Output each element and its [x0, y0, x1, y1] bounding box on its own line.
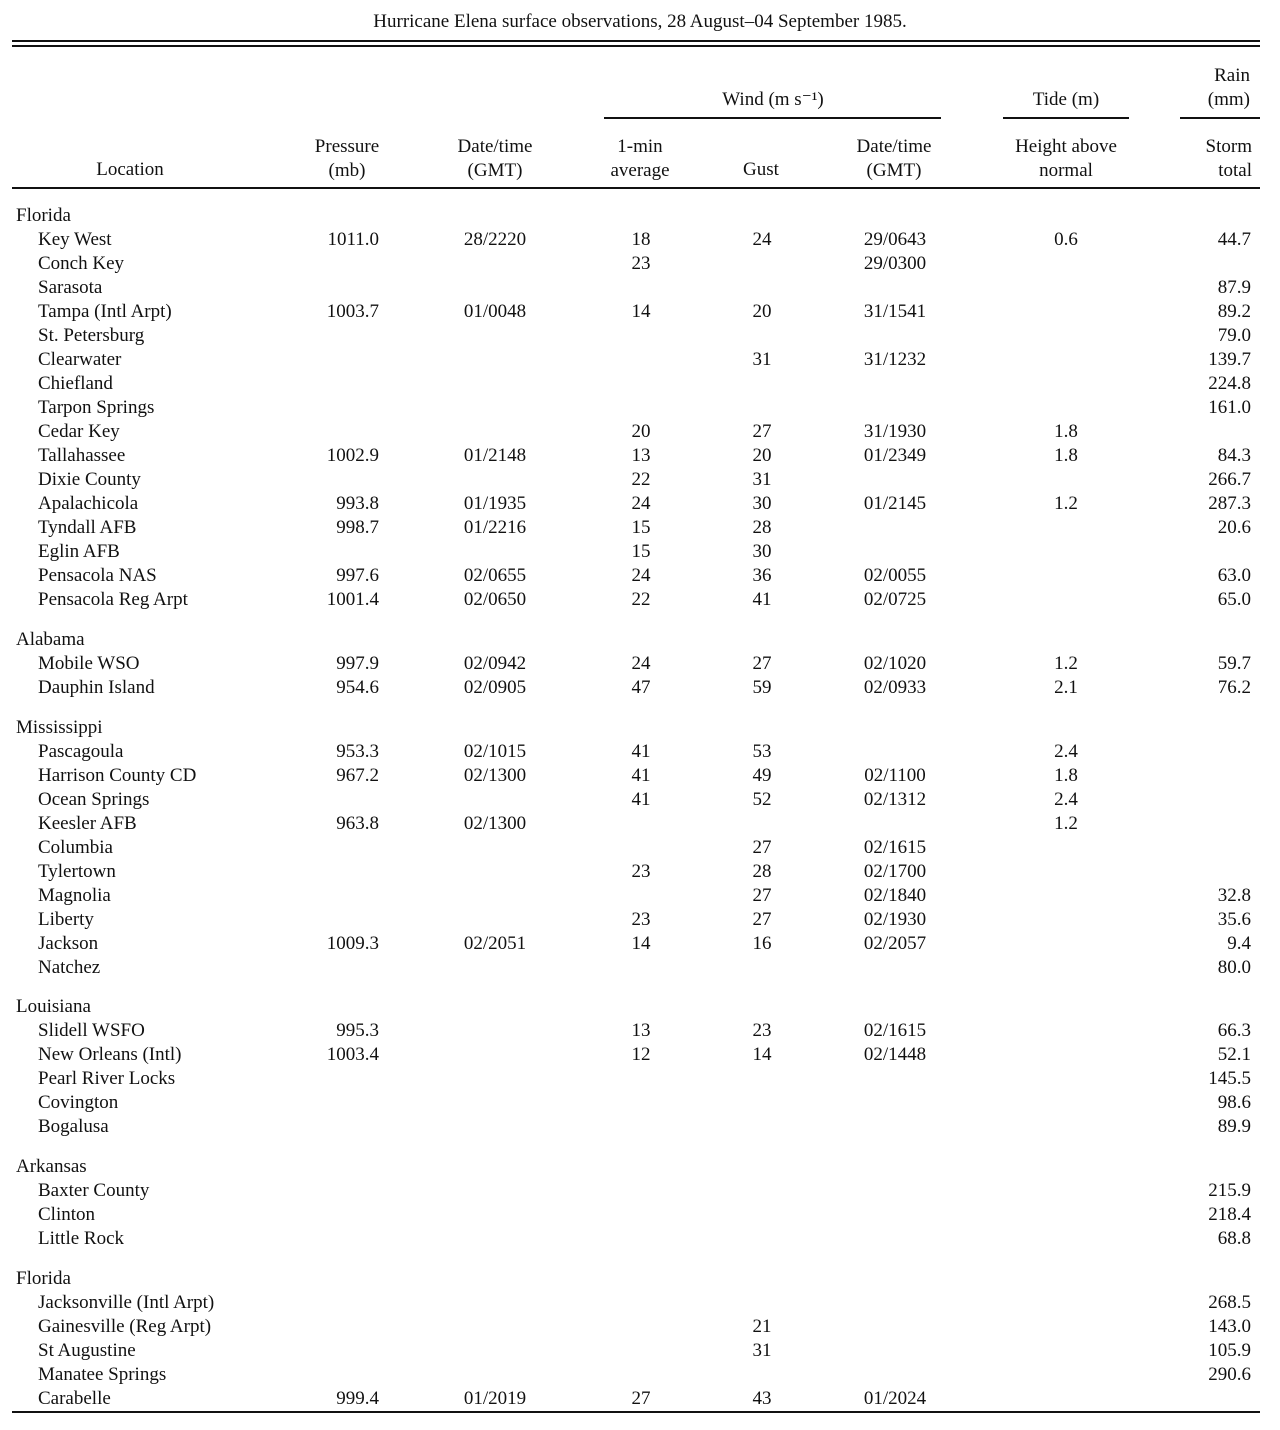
cell-location: Clearwater: [38, 349, 122, 370]
header-bottom-rule: [12, 187, 1260, 189]
cell-wind-gust: 31: [752, 349, 772, 370]
cell-rain-total: 143.0: [1208, 1316, 1251, 1337]
cell-wind-datetime: 31/1541: [863, 301, 927, 322]
cell-tide-height: 2.1: [1054, 676, 1078, 698]
table-row: [0, 588, 1280, 612]
cell-wind-datetime: 02/1020: [863, 652, 927, 674]
cell-rain-total: 35.6: [1217, 908, 1251, 930]
header-location: Location: [96, 159, 164, 180]
table-row: [0, 540, 1280, 564]
table-title: Hurricane Elena surface observations, 28 August–04 September 1985.: [373, 11, 907, 32]
cell-wind-gust: 14: [752, 1044, 772, 1066]
cell-location: Slidell WSFO: [38, 1020, 145, 1042]
cell-wind-average: 14: [631, 301, 651, 322]
cell-rain-total: 139.7: [1208, 349, 1251, 370]
cell-tide-height: 1.8: [1054, 764, 1078, 786]
cell-wind-datetime: 02/0933: [863, 676, 927, 698]
cell-rain-total: 89.2: [1217, 301, 1251, 322]
header-tide-height: Height above normal: [1015, 136, 1117, 181]
cell-location: Chiefland: [38, 373, 113, 394]
cell-location: Tyndall AFB: [38, 517, 137, 538]
cell-pressure: 998.7: [336, 517, 379, 538]
cell-wind-average: 22: [631, 589, 651, 610]
cell-wind-gust: 36: [752, 565, 772, 586]
cell-tide-height: 1.8: [1054, 445, 1078, 466]
table-row: [0, 492, 1280, 516]
table-row: [0, 300, 1280, 324]
cell-wind-datetime: 02/1448: [863, 1044, 927, 1066]
cell-location: Eglin AFB: [38, 541, 120, 562]
cell-location: Gainesville (Reg Arpt): [38, 1316, 212, 1337]
cell-rain-total: 68.8: [1217, 1228, 1251, 1250]
cell-rain-total: 44.7: [1217, 229, 1251, 250]
cell-pressure: 1003.4: [326, 1044, 379, 1066]
cell-location: Tampa (Intl Arpt): [38, 301, 172, 322]
table-row: [0, 1091, 1280, 1115]
cell-rain-total: 266.7: [1208, 469, 1251, 490]
table-row: [0, 1291, 1280, 1315]
cell-wind-gust: 28: [752, 860, 772, 882]
cell-pressure-datetime: 02/2051: [463, 932, 527, 954]
cell-wind-gust: 20: [752, 445, 772, 466]
cell-wind-datetime: 01/2024: [863, 1388, 927, 1409]
state-group-label: Florida: [16, 205, 71, 226]
table-row: [0, 1387, 1280, 1411]
table-row: [0, 1179, 1280, 1203]
cell-location: Dixie County: [38, 469, 141, 490]
table-row: [0, 276, 1280, 300]
cell-pressure: 997.6: [336, 565, 379, 586]
cell-wind-gust: 27: [752, 836, 772, 858]
cell-wind-gust: 27: [752, 652, 772, 674]
cell-wind-gust: 49: [752, 764, 772, 786]
cell-pressure-datetime: 01/2216: [463, 517, 527, 538]
cell-rain-total: 79.0: [1217, 325, 1251, 346]
cell-rain-total: 20.6: [1217, 517, 1251, 538]
cell-rain-total: 63.0: [1217, 565, 1251, 586]
table-row: [0, 652, 1280, 676]
cell-wind-datetime: 02/1100: [864, 764, 926, 786]
cell-wind-datetime: 01/2145: [863, 493, 927, 514]
cell-wind-datetime: 02/0725: [863, 589, 927, 610]
header-pressure-datetime: Date/time (GMT): [457, 136, 533, 181]
cell-location: Mobile WSO: [38, 652, 140, 674]
cell-rain-total: 52.1: [1217, 1044, 1251, 1066]
table-row: [0, 1019, 1280, 1043]
cell-wind-gust: 30: [752, 541, 772, 562]
cell-wind-gust: 23: [752, 1020, 772, 1042]
cell-tide-height: 1.2: [1054, 812, 1078, 834]
cell-pressure-datetime: 02/1300: [463, 764, 527, 786]
cell-wind-average: 23: [631, 253, 651, 274]
cell-location: Tallahassee: [38, 445, 126, 466]
cell-rain-total: 9.4: [1227, 932, 1251, 954]
cell-location: Tarpon Springs: [38, 397, 155, 418]
cell-wind-datetime: 31/1232: [863, 349, 927, 370]
table-bottom-rule: [12, 1411, 1260, 1413]
cell-wind-average: 18: [631, 229, 651, 250]
table-row: [0, 908, 1280, 932]
cell-wind-average: 41: [631, 788, 651, 810]
table-row: [0, 1043, 1280, 1067]
top-double-rule-upper: [12, 40, 1260, 42]
cell-pressure: 1009.3: [326, 932, 379, 954]
cell-wind-gust: 20: [752, 301, 772, 322]
cell-location: Key West: [38, 229, 112, 250]
cell-pressure-datetime: 02/1300: [463, 812, 527, 834]
cell-rain-total: 89.9: [1217, 1116, 1251, 1138]
table-row: [0, 372, 1280, 396]
cell-pressure: 967.2: [336, 764, 379, 786]
table-row: [0, 420, 1280, 444]
table-row: [0, 764, 1280, 788]
cell-rain-total: 76.2: [1217, 676, 1251, 698]
cell-wind-average: 47: [631, 676, 651, 698]
cell-rain-total: 145.5: [1208, 1068, 1251, 1090]
header-pressure: Pressure (mb): [314, 136, 380, 181]
table-row: [0, 1067, 1280, 1091]
cell-wind-gust: 41: [752, 589, 772, 610]
table-row: [0, 516, 1280, 540]
cell-rain-total: 80.0: [1217, 956, 1251, 978]
cell-rain-total: 224.8: [1208, 373, 1251, 394]
cell-wind-average: 20: [631, 421, 651, 442]
cell-wind-average: 41: [631, 764, 651, 786]
cell-pressure-datetime: 01/1935: [463, 493, 527, 514]
cell-location: Pascagoula: [38, 740, 124, 762]
cell-rain-total: 105.9: [1208, 1340, 1251, 1361]
cell-location: Covington: [38, 1092, 119, 1114]
cell-pressure-datetime: 02/1015: [463, 740, 527, 762]
cell-location: Baxter County: [38, 1180, 150, 1202]
cell-wind-average: 23: [631, 908, 651, 930]
state-group-label: Alabama: [16, 628, 85, 650]
cell-wind-average: 23: [631, 860, 651, 882]
cell-pressure: 1011.0: [327, 229, 379, 250]
cell-wind-datetime: 02/1840: [863, 884, 927, 906]
cell-location: Sarasota: [38, 277, 103, 298]
cell-pressure: 995.3: [336, 1020, 379, 1042]
cell-wind-average: 12: [631, 1044, 651, 1066]
table-row: [0, 1339, 1280, 1363]
cell-location: Conch Key: [38, 253, 125, 274]
table-row: [0, 1227, 1280, 1251]
cell-rain-total: 161.0: [1208, 397, 1251, 418]
cell-location: Dauphin Island: [38, 676, 155, 698]
cell-location: Liberty: [38, 908, 94, 930]
table-row: [0, 884, 1280, 908]
cell-location: Pensacola NAS: [38, 565, 157, 586]
cell-wind-average: 13: [631, 1020, 651, 1042]
cell-pressure-datetime: 01/2019: [463, 1388, 527, 1409]
cell-wind-average: 15: [631, 541, 651, 562]
cell-rain-total: 84.3: [1217, 445, 1251, 466]
cell-rain-total: 32.8: [1217, 884, 1251, 906]
cell-tide-height: 2.4: [1054, 788, 1078, 810]
table-row: [0, 740, 1280, 764]
cell-location: Harrison County CD: [38, 764, 197, 786]
cell-location: St. Petersburg: [38, 325, 145, 346]
header-wind-gust: Gust: [743, 159, 779, 180]
top-double-rule-lower: [12, 45, 1260, 47]
state-group-label: Mississippi: [16, 716, 103, 738]
cell-wind-average: 15: [631, 517, 651, 538]
cell-location: Natchez: [38, 956, 101, 978]
wind-group-underline: [604, 117, 941, 119]
cell-wind-datetime: 02/2057: [863, 932, 927, 954]
header-rain-total: Storm total: [1205, 136, 1252, 181]
cell-pressure-datetime: 01/2148: [463, 445, 527, 466]
cell-wind-gust: 30: [752, 493, 772, 514]
cell-wind-datetime: 02/1615: [863, 836, 927, 858]
table-row: [0, 1203, 1280, 1227]
table-row: [0, 676, 1280, 700]
table-row: [0, 836, 1280, 860]
cell-rain-total: 218.4: [1208, 1204, 1251, 1226]
cell-location: New Orleans (Intl): [38, 1044, 182, 1066]
cell-pressure: 1002.9: [326, 445, 379, 466]
cell-location: Clinton: [38, 1204, 96, 1226]
table-row: [0, 788, 1280, 812]
cell-rain-total: 98.6: [1217, 1092, 1251, 1114]
table-row: [0, 564, 1280, 588]
cell-location: Apalachicola: [38, 493, 139, 514]
table-row: [0, 252, 1280, 276]
cell-wind-datetime: 02/0055: [863, 565, 927, 586]
tide-group-underline: [1003, 117, 1129, 119]
cell-rain-total: 59.7: [1217, 652, 1251, 674]
cell-location: Jacksonville (Intl Arpt): [38, 1292, 215, 1313]
cell-location: Keesler AFB: [38, 812, 137, 834]
cell-pressure-datetime: 02/0942: [463, 652, 527, 674]
cell-wind-average: 14: [631, 932, 651, 954]
cell-rain-total: 66.3: [1217, 1020, 1251, 1042]
table-row: [0, 1363, 1280, 1387]
state-group-label: Louisiana: [16, 996, 91, 1018]
cell-rain-total: 65.0: [1217, 589, 1251, 610]
cell-rain-total: 87.9: [1217, 277, 1251, 298]
table-row: [0, 812, 1280, 836]
cell-wind-datetime: 02/1312: [863, 788, 927, 810]
cell-location: Pensacola Reg Arpt: [38, 589, 188, 610]
table-row: [0, 348, 1280, 372]
cell-wind-datetime: 29/0643: [863, 229, 927, 250]
cell-location: Carabelle: [38, 1388, 111, 1409]
cell-wind-datetime: 02/1930: [863, 908, 927, 930]
cell-location: Columbia: [38, 836, 113, 858]
cell-wind-average: 24: [631, 652, 651, 674]
cell-wind-gust: 21: [752, 1316, 772, 1337]
cell-wind-gust: 27: [752, 421, 772, 442]
cell-wind-gust: 53: [752, 740, 772, 762]
cell-wind-average: 22: [631, 469, 651, 490]
cell-location: Tylertown: [38, 860, 116, 882]
cell-wind-gust: 59: [752, 676, 772, 698]
cell-tide-height: 2.4: [1054, 740, 1078, 762]
cell-wind-datetime: 02/1615: [863, 1020, 927, 1042]
cell-rain-total: 215.9: [1208, 1180, 1251, 1202]
cell-location: Pearl River Locks: [38, 1068, 176, 1090]
cell-location: Magnolia: [38, 884, 111, 906]
table-row: [0, 860, 1280, 884]
header-wind-group: Wind (m s⁻¹): [722, 89, 824, 110]
cell-pressure: 1001.4: [326, 589, 379, 610]
cell-pressure-datetime: 28/2220: [463, 229, 527, 250]
cell-wind-average: 27: [631, 1388, 651, 1409]
state-group-label: Florida: [16, 1268, 71, 1289]
header-wind-1min: 1-min average: [610, 136, 670, 181]
cell-tide-height: 0.6: [1054, 229, 1078, 250]
cell-wind-average: 24: [631, 565, 651, 586]
cell-wind-gust: 31: [752, 1340, 772, 1361]
table-row: [0, 932, 1280, 956]
table-row: [0, 324, 1280, 348]
table-row: [0, 468, 1280, 492]
cell-location: Cedar Key: [38, 421, 120, 442]
cell-pressure-datetime: 02/0905: [463, 676, 527, 698]
cell-wind-gust: 16: [752, 932, 772, 954]
rain-group-underline: [1180, 117, 1260, 119]
cell-wind-datetime: 02/1700: [863, 860, 927, 882]
cell-location: Manatee Springs: [38, 1364, 167, 1385]
cell-pressure: 999.4: [336, 1388, 379, 1409]
table-row: [0, 396, 1280, 420]
cell-pressure: 1003.7: [326, 301, 379, 322]
cell-location: Jackson: [38, 932, 99, 954]
header-tide-group: Tide (m): [1032, 89, 1100, 110]
cell-pressure-datetime: 01/0048: [463, 301, 527, 322]
cell-wind-average: 41: [631, 740, 651, 762]
table-row: [0, 1115, 1280, 1139]
cell-location: Little Rock: [38, 1228, 125, 1250]
cell-pressure: 953.3: [336, 740, 379, 762]
cell-location: Bogalusa: [38, 1116, 109, 1138]
cell-pressure: 954.6: [336, 676, 379, 698]
cell-wind-gust: 27: [752, 908, 772, 930]
cell-tide-height: 1.2: [1054, 493, 1078, 514]
cell-location: St Augustine: [38, 1340, 136, 1361]
cell-wind-gust: 24: [752, 229, 772, 250]
state-group-label: Arkansas: [16, 1156, 87, 1178]
cell-pressure: 993.8: [336, 493, 379, 514]
cell-pressure-datetime: 02/0655: [463, 565, 527, 586]
header-wind-datetime: Date/time (GMT): [856, 136, 932, 181]
table-row: [0, 444, 1280, 468]
table-row: [0, 1315, 1280, 1339]
cell-rain-total: 268.5: [1208, 1292, 1251, 1313]
cell-tide-height: 1.8: [1054, 421, 1078, 442]
cell-tide-height: 1.2: [1054, 652, 1078, 674]
cell-pressure: 963.8: [336, 812, 379, 834]
cell-wind-gust: 28: [752, 517, 772, 538]
cell-pressure: 997.9: [336, 652, 379, 674]
table-row: [0, 956, 1280, 980]
cell-wind-gust: 43: [752, 1388, 772, 1409]
cell-wind-datetime: 31/1930: [863, 421, 927, 442]
table-row: [0, 228, 1280, 252]
cell-wind-datetime: 29/0300: [863, 253, 927, 274]
cell-wind-average: 24: [631, 493, 651, 514]
cell-wind-average: 13: [631, 445, 651, 466]
cell-wind-gust: 52: [752, 788, 772, 810]
cell-location: Ocean Springs: [38, 788, 150, 810]
cell-rain-total: 290.6: [1208, 1364, 1251, 1385]
cell-pressure-datetime: 02/0650: [463, 589, 527, 610]
header-rain-group: Rain (mm): [1207, 65, 1250, 110]
cell-wind-gust: 27: [752, 884, 772, 906]
cell-wind-gust: 31: [752, 469, 772, 490]
cell-wind-datetime: 01/2349: [863, 445, 927, 466]
cell-rain-total: 287.3: [1208, 493, 1251, 514]
